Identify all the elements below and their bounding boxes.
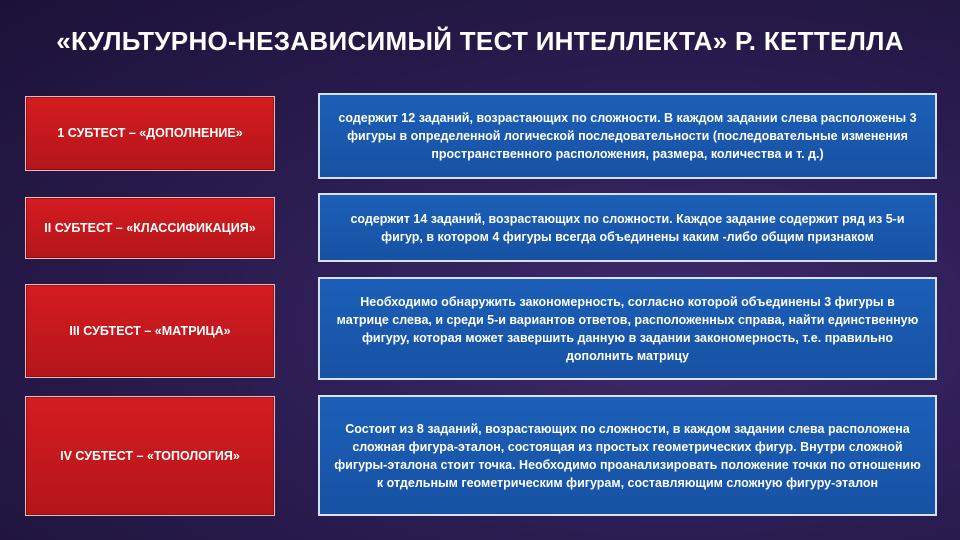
subtest-1-label: 1 СУБТЕСТ – «ДОПОЛНЕНИЕ» [25,96,275,171]
subtest-2-description: содержит 14 заданий, возрастающих по сложности. Каждое задание содержит ряд из 5-и фигур, в котором 4 фигуры всегда объединены каким -либо общим признаком [318,193,937,262]
subtest-4-description: Состоит из 8 заданий, возрастающих по сложности, в каждом задании слева расположена сложная фигура-эталон, состоящая из простых геометрических фигур. Внутри сложной фигуры-эталона стоит точка. Необходимо проанализировать положение точки по отношению к отдельным геометрическим фигурам, составляющим сложную фигуру-эталон [318,395,937,516]
subtest-4-label: IV СУБТЕСТ – «ТОПОЛОГИЯ» [25,396,275,516]
subtest-1-description: содержит 12 заданий, возрастающих по сложности. В каждом задании слева расположены 3 фигуры в определенной логической последовательности (последовательные изменения пространственного расположения, размера, количества и т. д.) [318,93,937,179]
subtest-3-label: III СУБТЕСТ – «МАТРИЦА» [25,284,275,378]
subtest-3-description: Необходимо обнаружить закономерность, согласно которой объединены 3 фигуры в матрице слева, и среди 5-и вариантов ответов, расположенных справа, найти единственную фигуру, которая может завершить данную в задании закономерность, т.е. правильно дополнить матрицу [318,277,937,380]
slide-title: «КУЛЬТУРНО-НЕЗАВИСИМЫЙ ТЕСТ ИНТЕЛЛЕКТА» Р. КЕТТЕЛЛА [56,26,904,56]
subtest-2-label: II СУБТЕСТ – «КЛАССИФИКАЦИЯ» [25,197,275,259]
